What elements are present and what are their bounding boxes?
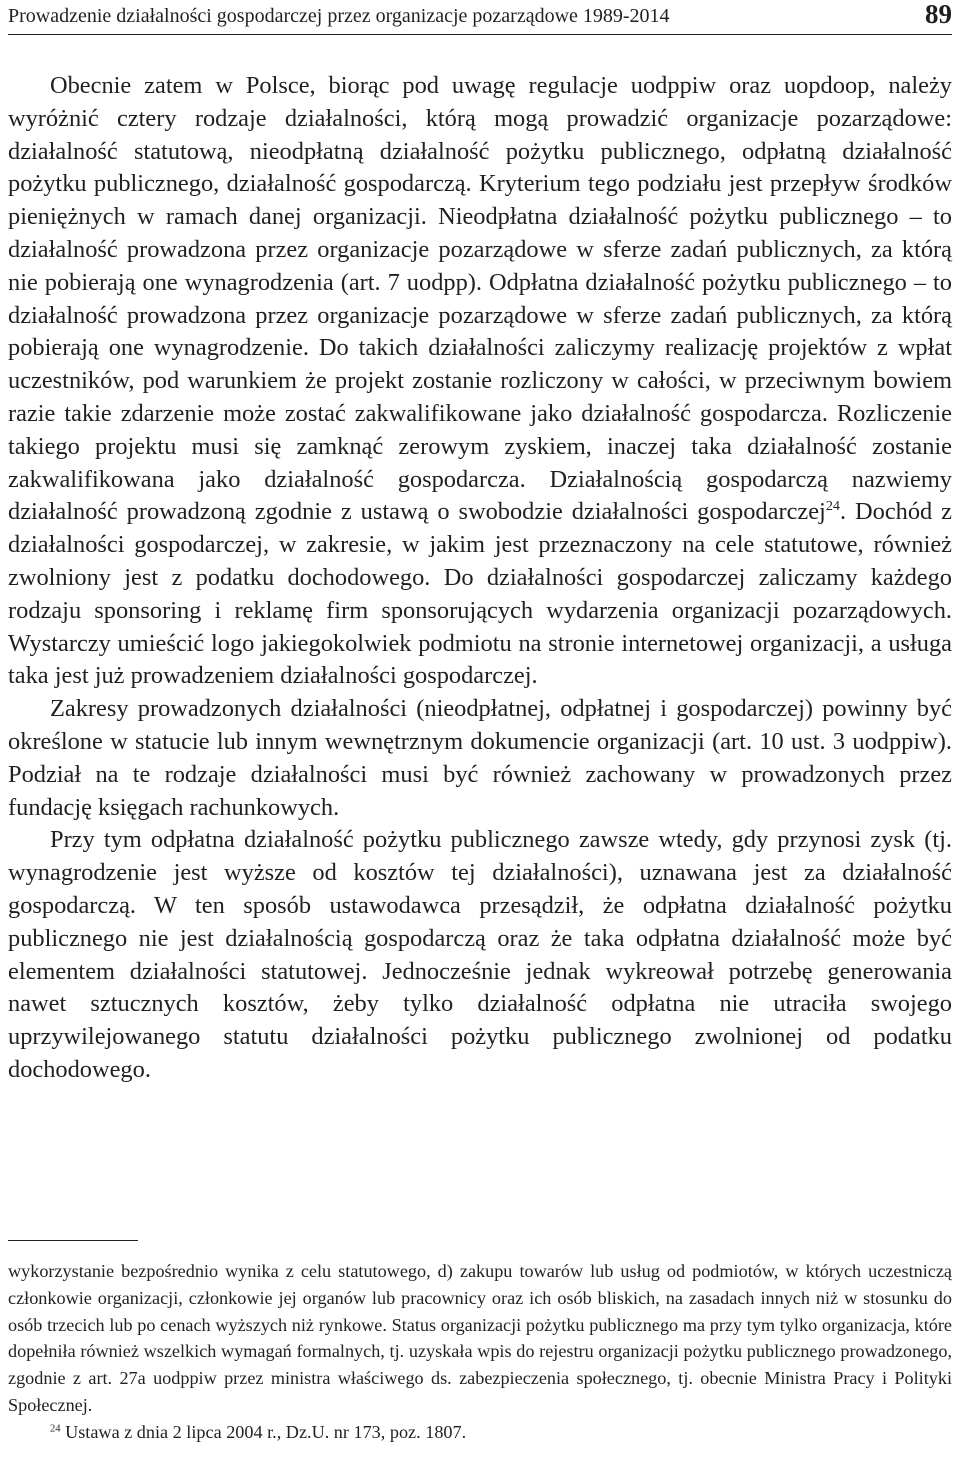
running-header — [8, 0, 952, 35]
paragraph-2: Zakresy prowadzonych działalności (nieodpłatnej, odpłatnej i gospodarczej) powinny być określone w statucie lub innym wewnętrznym dokumencie organizacji (art. 10 ust. 3 uodppiw). Podział na te rodzaje działalności musi być również zachowany w prowadzonych przez fundację księgach rachunkowych. — [8, 695, 952, 821]
page-number: 89 — [925, 0, 952, 29]
footnote-continued: wykorzystanie bezpośrednio wynika z celu statutowego, d) zakupu towarów lub usług od podmiotów, w których uczestniczą członkowie organizacji, członkowie jej organów lub pracownicy oraz ich osób bliskich, na zasadach innych niż w stosunku do osób trzecich lub po cenach wyższych niż rynkowe. Status organizacji pożytku publicznego ma przy tym tylko organizacja, które dopełniła również wszelkich wymagań formalnych, tj. uzyskała wpis do rejestru organizacji pożytku publicznego prowadzonego, zgodnie z art. 27a uodppiw przez ministra właściwego ds. zabezpieczenia społecznego, tj. obecnie Ministra Pracy i Polityki Społecznej. — [8, 1261, 952, 1415]
footnotes — [8, 1258, 952, 1446]
paragraph-1-part-b: . Dochód z działalności gospodarczej, w zakresie, w jakim jest przeznaczony na cele statutowe, również zwolniony jest z podatku dochodowego. Do działalności gospodarczej zaliczamy każdego rodzaju sponsoring i reklamę firm sponsorujących wydarzenia organizacji pozarządowych. Wystarczy umieścić logo jakiegokolwiek podmiotu na stronie internetowej organizacji, a usługa taka jest już prowadzeniem działalności gospodarczej. — [8, 498, 952, 690]
paragraph-1 — [8, 70, 952, 693]
footnote-separator — [8, 1240, 138, 1241]
running-header-title: Prowadzenie działalności gospodarczej przez organizacje pozarządowe 1989-2014 — [8, 5, 670, 27]
footnote-24 — [8, 1419, 952, 1446]
footnote-24-text: Ustawa z dnia 2 lipca 2004 r., Dz.U. nr 173, poz. 1807. — [60, 1421, 467, 1442]
paragraph-3: Przy tym odpłatna działalność pożytku publicznego zawsze wtedy, gdy przynosi zysk (tj. wynagrodzenie jest wyższe od kosztów tej działalności), uznawana jest za działalność gospodarczą. W ten sposób ustawodawca przesądził, że odpłatna działalność pożytku publicznego nie jest działalnością gospodarczą oraz że taka odpłatna działalność może być elementem działalności statutowej. Jednocześnie jednak wykreował potrzebę generowania nawet sztucznych kosztów, żeby tylko działalność odpłatna nie utraciła swojego uprzywilejowanego statutu działalności pożytku publicznego zwolnionej od podatku dochodowego. — [8, 826, 952, 1083]
main-text — [8, 70, 952, 1087]
paragraph-1-part-a: Obecnie zatem w Polsce, biorąc pod uwagę regulacje uodppiw oraz uopdoop, należy wyróżnić cztery rodzaje działalności, którą mogą prowadzić organizacje pozarządowe: działalność statutową, nieodpłatną działalność pożytku publicznego, odpłatną działalność pożytku publicznego, działalność gospodarczą. Kryterium tego podziału jest przepływ środków pieniężnych w ramach danej organizacji. Nieodpłatna działalność pożytku publicznego – to działalność prowadzona przez organizacje pozarządowe w sferze zadań publicznych, za którą nie pobierają one wynagrodzenia (art. 7 uodpp). Odpłatna działalność pożytku publicznego – to działalność prowadzona przez organizacje pozarządowe w sferze zadań publicznych, za którą pobierają one wynagrodzenie. Do takich działalności zaliczymy realizację projektów z wpłat uczestników, pod warunkiem że projekt zostanie rozliczony w całości, w przeciwnym bowiem razie takie zdarzenie może zostać zakwalifikowane jako działalność gospodarcza. Rozliczenie takiego projektu musi się zamknąć zerowym zyskiem, inaczej taka działalność zostanie zakwalifikowana jako działalność gospodarcza. Działalnością gospodarczą nazwiemy działalność prowadzoną zgodnie z ustawą o swobodzie działalności gospodarczej — [8, 72, 952, 526]
footnote-24-number: 24 — [50, 1423, 61, 1435]
footnote-reference-24[interactable]: 24 — [825, 498, 840, 515]
